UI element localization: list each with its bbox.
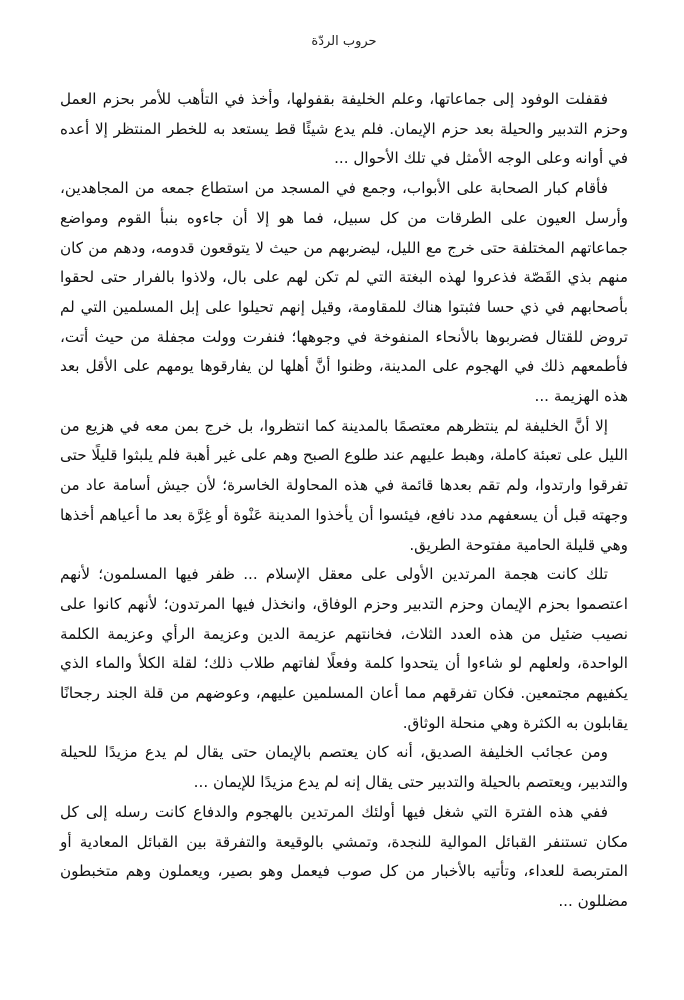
paragraph: فأقام كبار الصحابة على الأبواب، وجمع في المسجد من استطاع جمعه من المجاهدين، وأرسل العيون على الطرقات من كل سبيل، فما هو إلا أن جاءوه بنبأ القوم ومواضع جماعاتهم المختلفة حتى خرج مع الليل، ليضربهم من حيث لا يتوقعون قدومه، ودهم من كان منهم بذي القَصّة فذعروا لهذه البغتة التي لم تكن لهم على بال، ولاذوا بالفرار حتى لحقوا بأصحابهم في ذي حسا فثبتوا هناك للمقاومة، وقيل إنهم تحيلوا على إبل المسلمين التي لم تروض للقتال فضربوها بالأنحاء المنفوخة في وجوهها؛ فنفرت وولت مجفلة من حيث أتت، فأطمعهم ذلك في الهجوم على المدينة، وظنوا أنَّ أهلها لن يفارقوها يومهم على الأقل بعد هذه الهزيمة ... — [60, 179, 628, 406]
running-header: حروب الردّة — [311, 34, 377, 49]
paragraph: تلك كانت هجمة المرتدين الأولى على معقل الإسلام ... ظفر فيها المسلمون؛ لأنهم اعتصموا بحزم الإيمان وحزم التدبير وحزم الوفاق، وانخذل فيها المرتدون؛ لأنهم كانوا على نصيب ضئيل من هذه العدد الثلاث، فخانتهم عزيمة الدين وعزيمة الرأي وعزيمة الكلمة الواحدة، ولعلهم لو شاءوا أن يتحدوا كلمة وفعلًا لفاتهم طلاب ذلك؛ لقلة الكلأ والماء الذي يكفيهم مجتمعين. فكان تفرقهم مما أعان المسلمين عليهم، وعوضهم من قلة الجند رجحانًا يقابلون به الكثرة وهي منحلة الوثاق. — [60, 565, 628, 732]
paragraph: إلا أنَّ الخليفة لم ينتظرهم معتصمًا بالمدينة كما انتظروا، بل خرج بمن معه في هزيع من الليل على تعبئة كاملة، وهبط عليهم عند طلوع الصبح وهم على غير أهبة فلم يلبثوا قليلًا حتى تفرقوا وارتدوا، ولم تقم بعدها قائمة في هذه المحاولة الخاسرة؛ لأن جيش أسامة عاد من وجهته قبل أن يسعفهم مدد نافع، فيئسوا أن يأخذوا المدينة عَنْوة أو غِرَّة بعد ما أعياهم أخذها وهي قليلة الحامية مفتوحة الطريق. — [60, 416, 628, 554]
paragraph: فقفلت الوفود إلى جماعاتها، وعلم الخليفة بقفولها، وأخذ في التأهب للأمر بحزم العمل وحزم التدبير والحيلة بعد حزم الإيمان. فلم يدع شيئًا قط يستعد به للخطر المنتظر إلا أعده في أوانه وعلى الوجه الأمثل في تلك الأحوال ... — [60, 90, 628, 168]
page-body — [60, 85, 628, 917]
paragraph: ففي هذه الفترة التي شغل فيها أولئك المرتدين بالهجوم والدفاع كانت رسله إلى كل مكان تستنفر القبائل الموالية للنجدة، وتمشي بالوقيعة والتفرقة بين القبائل المعادية أو المتربصة للعداء، وتأتيه بالأخبار من كل صوب فيعمل وهو بصير، ويعملون وهم متخبطون مضللون ... — [60, 802, 628, 910]
paragraph: ومن عجائب الخليفة الصديق، أنه كان يعتصم بالإيمان حتى يقال لم يدع مزيدًا للحيلة والتدبير، ويعتصم بالحيلة والتدبير حتى يقال إنه لم يدع مزيدًا للإيمان ... — [60, 743, 628, 792]
